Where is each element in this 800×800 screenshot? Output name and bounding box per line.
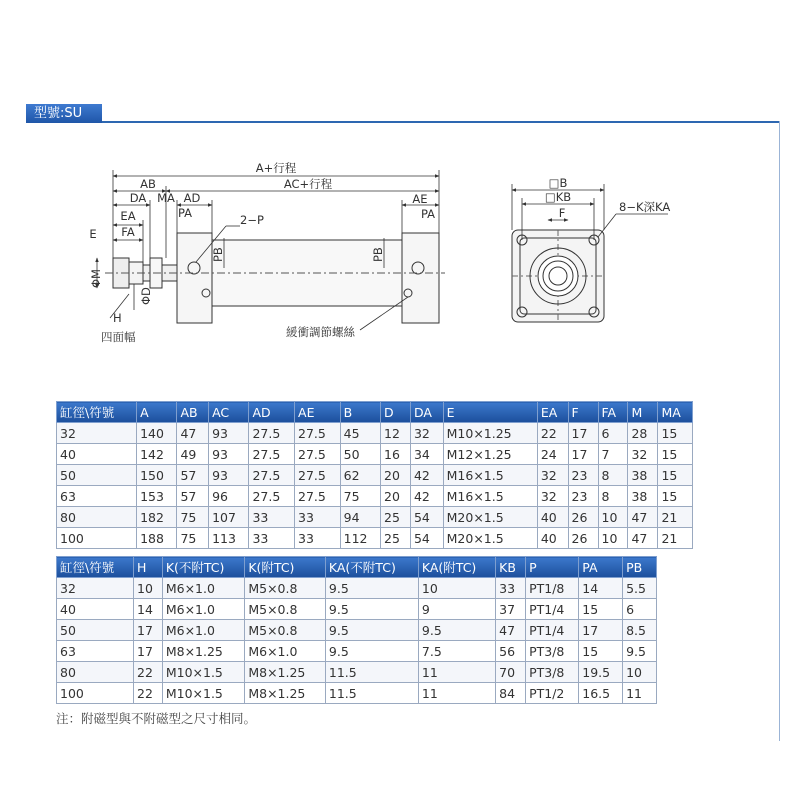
table-cell: 15 [579, 599, 623, 620]
table-cell: M6×1.0 [245, 641, 326, 662]
table-cell: 57 [177, 486, 209, 507]
table-cell: 8.5 [623, 620, 657, 641]
rear-cover [402, 233, 439, 323]
table-cell: 94 [340, 507, 380, 528]
table-cell: 63 [57, 641, 134, 662]
table-cell: 20 [381, 486, 411, 507]
table-cell: M6×1.0 [162, 599, 245, 620]
header-cell: DA [410, 402, 443, 423]
table-cell: 22 [537, 423, 568, 444]
table-cell: 40 [57, 599, 134, 620]
header-cell: AB [177, 402, 209, 423]
table-cell: 33 [496, 578, 526, 599]
table-cell: 25 [381, 528, 411, 549]
table-cell: 33 [295, 507, 341, 528]
table-cell: 75 [177, 528, 209, 549]
table-cell: 17 [568, 423, 598, 444]
table-cell: 17 [134, 620, 163, 641]
dim-e: E [89, 227, 97, 241]
table-cell: 50 [57, 465, 137, 486]
header-cell: PB [623, 557, 657, 578]
header-cell: AE [295, 402, 341, 423]
table-cell: M12×1.25 [443, 444, 537, 465]
table-cell: 15 [579, 641, 623, 662]
table-cell: 37 [496, 599, 526, 620]
table-cell: M16×1.5 [443, 465, 537, 486]
header-cell: PA [579, 557, 623, 578]
table-cell: 32 [537, 465, 568, 486]
table-cell: M16×1.5 [443, 486, 537, 507]
spec-table-1 [56, 401, 693, 549]
table-cell: 33 [249, 507, 295, 528]
table-cell: 33 [295, 528, 341, 549]
dim-ae: AE [412, 192, 428, 206]
table-cell: 21 [658, 507, 693, 528]
table-row [57, 683, 657, 704]
table-cell: PT3/8 [526, 662, 579, 683]
table-row [57, 444, 693, 465]
table-cell: 100 [57, 683, 134, 704]
table-cell: 27.5 [295, 486, 341, 507]
table-cell: M5×0.8 [245, 620, 326, 641]
k-depth-ka-label: 8−K深KA [619, 200, 671, 214]
table-row [57, 620, 657, 641]
dim-fa: FA [121, 225, 135, 239]
table-cell: 84 [496, 683, 526, 704]
table-cell: 49 [177, 444, 209, 465]
dim-ab: AB [140, 177, 156, 191]
footnote: 注：附磁型與不附磁型之尺寸相同。 [56, 711, 257, 726]
table-cell: 32 [537, 486, 568, 507]
table-cell: 40 [537, 528, 568, 549]
table-cell: 80 [57, 507, 137, 528]
dim-phi-d: ΦD [139, 287, 153, 305]
table-cell: 100 [57, 528, 137, 549]
header-cell: KA(附TC) [418, 557, 495, 578]
table-cell: 17 [568, 444, 598, 465]
header-cell: 缸徑\符號 [57, 402, 137, 423]
table-cell: PT1/4 [526, 599, 579, 620]
table-cell: 113 [209, 528, 249, 549]
table-cell: 70 [496, 662, 526, 683]
table-cell: 27.5 [249, 486, 295, 507]
table-row [57, 662, 657, 683]
table-cell: 50 [57, 620, 134, 641]
dim-pa-left: PA [177, 206, 193, 220]
table-cell: 142 [137, 444, 177, 465]
table-cell: 26 [568, 507, 598, 528]
table-cell: 47 [177, 423, 209, 444]
table-cell: 153 [137, 486, 177, 507]
table-cell: 7.5 [418, 641, 495, 662]
table-cell: M20×1.5 [443, 507, 537, 528]
table-cell: 17 [134, 641, 163, 662]
table-cell: 96 [209, 486, 249, 507]
table-cell: 54 [410, 528, 443, 549]
dim-ea: EA [120, 209, 136, 223]
model-title: 型號:SU [26, 104, 102, 123]
dim-h: H [113, 311, 122, 325]
table-cell: 32 [57, 423, 137, 444]
table-cell: 9.5 [325, 599, 418, 620]
table-cell: 45 [340, 423, 380, 444]
table-cell: M6×1.0 [162, 578, 245, 599]
table-cell: M5×0.8 [245, 599, 326, 620]
table-cell: 25 [381, 507, 411, 528]
table-cell: 32 [57, 578, 134, 599]
dim-pb-left: PB [211, 247, 225, 262]
table-cell: 15 [658, 444, 693, 465]
table-cell: 62 [340, 465, 380, 486]
table-cell: 93 [209, 423, 249, 444]
table-cell: 11 [623, 683, 657, 704]
table-cell: 47 [628, 528, 658, 549]
header-cell: MA [658, 402, 693, 423]
table-cell: 11 [418, 683, 495, 704]
table-row [57, 599, 657, 620]
table-cell: 140 [137, 423, 177, 444]
table-cell: 14 [579, 578, 623, 599]
table-cell: 15 [658, 486, 693, 507]
table-cell: 16.5 [579, 683, 623, 704]
table-cell: M6×1.0 [162, 620, 245, 641]
table-row [57, 578, 657, 599]
dim-a-stroke: A+行程 [255, 161, 297, 175]
table-cell: PT1/8 [526, 578, 579, 599]
table-cell: 6 [598, 423, 628, 444]
table-cell: 38 [628, 486, 658, 507]
table-cell: 9.5 [325, 578, 418, 599]
table-cell: 8 [598, 465, 628, 486]
dim-pb-right: PB [371, 247, 385, 262]
table-cell: 12 [381, 423, 411, 444]
table-cell: 9.5 [418, 620, 495, 641]
dim-da: DA [129, 191, 147, 205]
table-cell: 27.5 [295, 465, 341, 486]
table-cell: 11.5 [325, 662, 418, 683]
table-cell: 38 [628, 465, 658, 486]
table-row [57, 423, 693, 444]
table-cell: 23 [568, 465, 598, 486]
table-cell: 26 [568, 528, 598, 549]
table-cell: 6 [623, 599, 657, 620]
table-cell: 34 [410, 444, 443, 465]
port-label: 2−P [240, 213, 264, 227]
table-cell: 15 [658, 465, 693, 486]
dim-ac-stroke: AC+行程 [283, 177, 333, 191]
table-cell: 10 [134, 578, 163, 599]
header-cell: AD [249, 402, 295, 423]
dim-sq-b: □B [548, 176, 568, 190]
table-cell: 33 [249, 528, 295, 549]
table-cell: 21 [658, 528, 693, 549]
table-cell: M5×0.8 [245, 578, 326, 599]
dim-ad: AD [183, 191, 201, 205]
header-cell: D [381, 402, 411, 423]
cushion-screw-label: 緩衝調節螺絲 [286, 325, 355, 339]
table-cell: 22 [134, 662, 163, 683]
table-cell: 27.5 [249, 465, 295, 486]
header-cell: F [568, 402, 598, 423]
dim-phi-m: ΦM [89, 269, 103, 288]
header-cell: KB [496, 557, 526, 578]
table-cell: 20 [381, 465, 411, 486]
header-cell: B [340, 402, 380, 423]
table-cell: 32 [628, 444, 658, 465]
table-cell: PT1/4 [526, 620, 579, 641]
table-cell: 8 [598, 486, 628, 507]
table-cell: 15 [658, 423, 693, 444]
table-cell: 75 [340, 486, 380, 507]
table-cell: M8×1.25 [162, 641, 245, 662]
table-cell: 80 [57, 662, 134, 683]
table-cell: 10 [418, 578, 495, 599]
four-face-width-label: 四面幅 [101, 330, 136, 344]
table-cell: 9.5 [325, 641, 418, 662]
header-cell: K(附TC) [245, 557, 326, 578]
table-cell: 9.5 [325, 620, 418, 641]
header-cell: EA [537, 402, 568, 423]
table-cell: M8×1.25 [245, 662, 326, 683]
table-cell: 17 [579, 620, 623, 641]
header-cell: AC [209, 402, 249, 423]
table-cell: 50 [340, 444, 380, 465]
table-cell: 93 [209, 465, 249, 486]
table-cell: 19.5 [579, 662, 623, 683]
table-cell: 22 [134, 683, 163, 704]
table-cell: 10 [598, 507, 628, 528]
header-cell: KA(不附TC) [325, 557, 418, 578]
table-row [57, 465, 693, 486]
table-cell: 27.5 [249, 423, 295, 444]
table-cell: 5.5 [623, 578, 657, 599]
dim-ma: MA [157, 191, 175, 205]
table-cell: 56 [496, 641, 526, 662]
table-cell: 112 [340, 528, 380, 549]
header-cell: P [526, 557, 579, 578]
table-cell: 54 [410, 507, 443, 528]
table-cell: 27.5 [295, 444, 341, 465]
table-cell: 16 [381, 444, 411, 465]
header-cell: K(不附TC) [162, 557, 245, 578]
table-cell: 47 [496, 620, 526, 641]
side-view [105, 233, 445, 323]
table-row [57, 486, 693, 507]
table-cell: 107 [209, 507, 249, 528]
header-cell: E [443, 402, 537, 423]
table-cell: 182 [137, 507, 177, 528]
table-cell: PT1/2 [526, 683, 579, 704]
table-cell: 40 [57, 444, 137, 465]
table-cell: 150 [137, 465, 177, 486]
table-cell: 10 [623, 662, 657, 683]
table-cell: M10×1.25 [443, 423, 537, 444]
table-row [57, 528, 693, 549]
table-cell: 9 [418, 599, 495, 620]
table-cell: M20×1.5 [443, 528, 537, 549]
table-cell: 93 [209, 444, 249, 465]
table-cell: 47 [628, 507, 658, 528]
table-cell: 11.5 [325, 683, 418, 704]
table-cell: 9.5 [623, 641, 657, 662]
header-cell: M [628, 402, 658, 423]
table-cell: 32 [410, 423, 443, 444]
table-cell: 7 [598, 444, 628, 465]
table-cell: PT3/8 [526, 641, 579, 662]
table-cell: 27.5 [249, 444, 295, 465]
table-cell: 23 [568, 486, 598, 507]
header-cell: FA [598, 402, 628, 423]
dim-pa-right: PA [420, 207, 436, 221]
table-row [57, 507, 693, 528]
table-cell: 24 [537, 444, 568, 465]
spec-table-2 [56, 556, 657, 704]
table-cell: 10 [598, 528, 628, 549]
header-cell: A [137, 402, 177, 423]
table-cell: M8×1.25 [245, 683, 326, 704]
table-row [57, 641, 657, 662]
table-cell: 11 [418, 662, 495, 683]
table-cell: 14 [134, 599, 163, 620]
table-cell: 63 [57, 486, 137, 507]
table-cell: M10×1.5 [162, 683, 245, 704]
end-view [512, 230, 604, 322]
table-cell: 188 [137, 528, 177, 549]
front-cover [177, 233, 212, 323]
table-cell: 40 [537, 507, 568, 528]
table-cell: 27.5 [295, 423, 341, 444]
table-cell: 42 [410, 465, 443, 486]
header-cell: H [134, 557, 163, 578]
table-cell: 57 [177, 465, 209, 486]
table-cell: 42 [410, 486, 443, 507]
table-cell: 75 [177, 507, 209, 528]
table-cell: M10×1.5 [162, 662, 245, 683]
dim-sq-kb: □KB [544, 190, 572, 204]
dim-f: F [558, 206, 566, 220]
header-cell: 缸徑\符號 [57, 557, 134, 578]
table-cell: 28 [628, 423, 658, 444]
